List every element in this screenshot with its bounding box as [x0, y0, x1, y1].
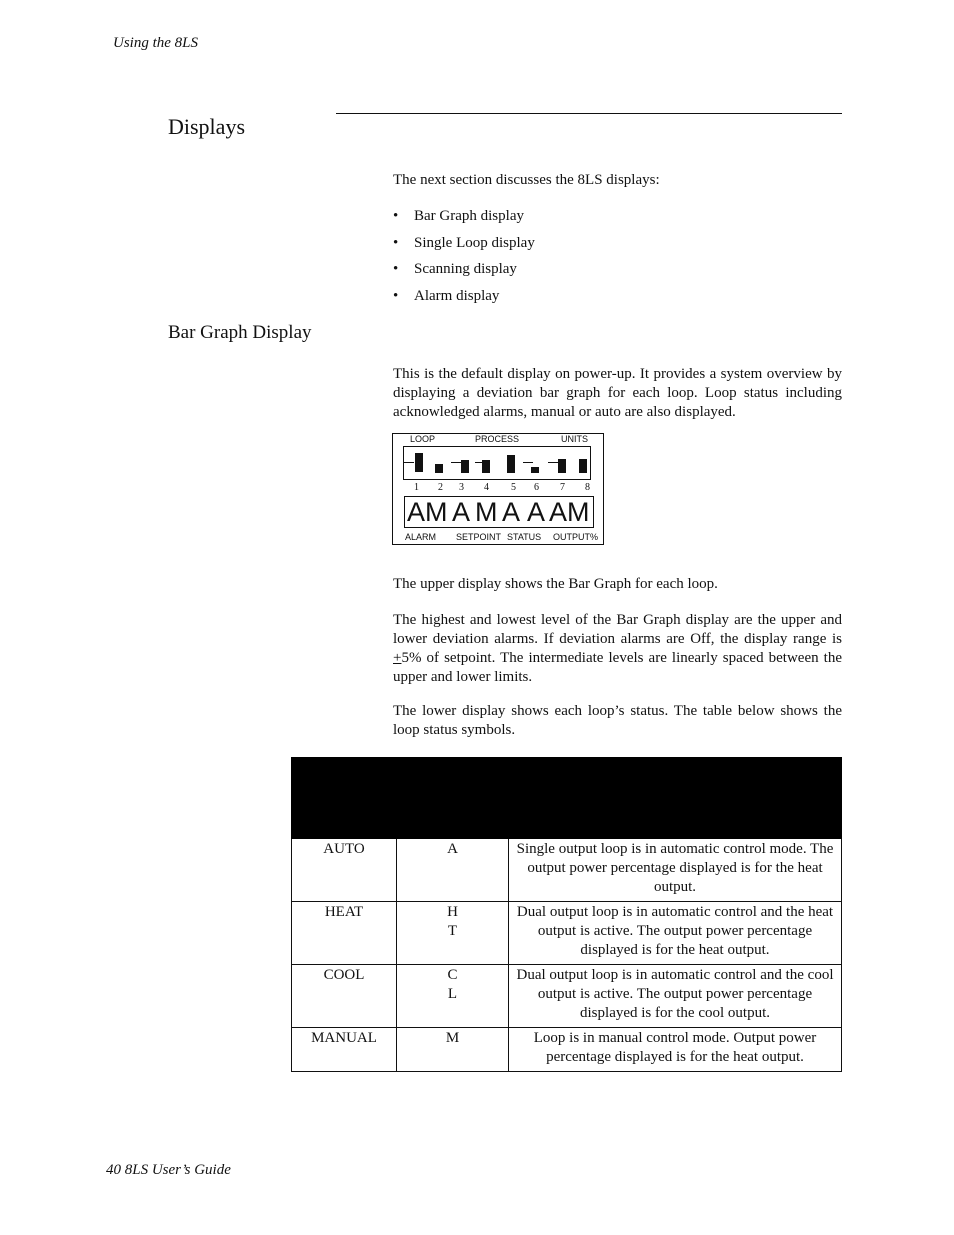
loop-number: 5: [511, 482, 516, 493]
panel-label-process: PROCESS: [475, 434, 520, 444]
loop-bar: [579, 459, 587, 473]
loop-bar: [482, 460, 490, 473]
loop-status-display: [404, 496, 594, 528]
loop-number: 6: [534, 482, 539, 493]
table-row: [292, 1028, 842, 1072]
page-footer: 40 8LS User’s Guide: [106, 1162, 231, 1178]
loop-bar: [435, 464, 443, 473]
table-header-row: [292, 758, 842, 839]
loop-bar: [415, 453, 423, 472]
symbol-cell: C L: [397, 965, 509, 1028]
bar-graph-display: [403, 446, 591, 480]
status-cell: MANUAL: [292, 1028, 397, 1072]
table-row: [292, 902, 842, 965]
loop-bar: [507, 455, 515, 473]
bar-graph-panel-illustration: [392, 433, 604, 545]
symbol-cell: A: [397, 839, 509, 902]
loop-number: 2: [438, 482, 443, 493]
description-cell: Loop is in manual control mode. Output power percentage displayed is for the heat output.: [509, 1028, 842, 1072]
intro-text: The next section discusses the 8LS displays:: [393, 172, 660, 188]
deviation-range-text: The highest and lowest level of the Bar Graph display are the upper and lower deviation alarms. If deviation alarms are Off, the display range is +5% of setpoint. The intermediate levels are linearly spaced between the upper and lower limits.: [393, 612, 842, 685]
loop-bar: [531, 467, 539, 473]
loop-number: 1: [414, 482, 419, 493]
loop-status-char: A: [407, 497, 425, 527]
status-cell: COOL: [292, 965, 397, 1028]
section-rule: [336, 113, 842, 114]
loop-status-char: M: [567, 497, 589, 527]
panel-label-output: OUTPUT%: [553, 532, 598, 542]
status-cell: AUTO: [292, 839, 397, 902]
upper-display-text: The upper display shows the Bar Graph for each loop.: [393, 576, 718, 592]
list-item: • Alarm display: [393, 287, 500, 304]
display-list: [393, 207, 535, 313]
loop-number: 7: [560, 482, 565, 493]
loop-status-table: [291, 757, 842, 1072]
lower-display-text: The lower display shows each loop’s status. The table below shows the loop status symbols.: [393, 703, 842, 738]
description-cell: Dual output loop is in automatic control and the heat output is active. The output power percentage displayed is for the heat output.: [509, 902, 842, 965]
loop-number: 8: [585, 482, 590, 493]
loop-bar: [461, 460, 469, 473]
list-item: • Bar Graph display: [393, 208, 524, 224]
table-row: [292, 839, 842, 902]
symbol-cell: H T: [397, 902, 509, 965]
panel-label-status: STATUS: [507, 532, 542, 542]
list-item: • Single Loop display: [393, 234, 535, 251]
loop-number: 4: [484, 482, 489, 493]
loop-status-char: M: [425, 497, 447, 527]
loop-status-char: A: [527, 497, 545, 527]
loop-status-char: A: [502, 497, 520, 527]
loop-status-char: M: [475, 497, 497, 527]
symbol-cell: M: [397, 1028, 509, 1072]
loop-status-char: A: [549, 497, 567, 527]
description-cell: Dual output loop is in automatic control and the cool output is active. The output power percentage displayed is for the cool output.: [509, 965, 842, 1028]
section-title: Displays: [168, 114, 245, 139]
panel-label-setpoint: SETPOINT: [456, 532, 502, 542]
panel-label-units: UNITS: [561, 434, 588, 444]
loop-status-char: A: [452, 497, 470, 527]
bar-graph-description: This is the default display on power-up. It provides a system overview by displaying a deviation bar graph for each loop. Loop status including acknowledged alarms, manual or auto are also displayed.: [393, 366, 842, 420]
table-row: [292, 965, 842, 1028]
running-head: Using the 8LS: [113, 35, 199, 51]
status-cell: HEAT: [292, 902, 397, 965]
description-cell: Single output loop is in automatic control mode. The output power percentage displayed is for the heat output.: [509, 839, 842, 902]
panel-label-alarm: ALARM: [405, 532, 437, 542]
loop-bar: [558, 459, 566, 473]
bar-graph-heading: Bar Graph Display: [168, 322, 312, 343]
list-item: • Scanning display: [393, 261, 517, 277]
loop-number: 3: [459, 482, 464, 493]
panel-label-loop: LOOP: [410, 434, 436, 444]
